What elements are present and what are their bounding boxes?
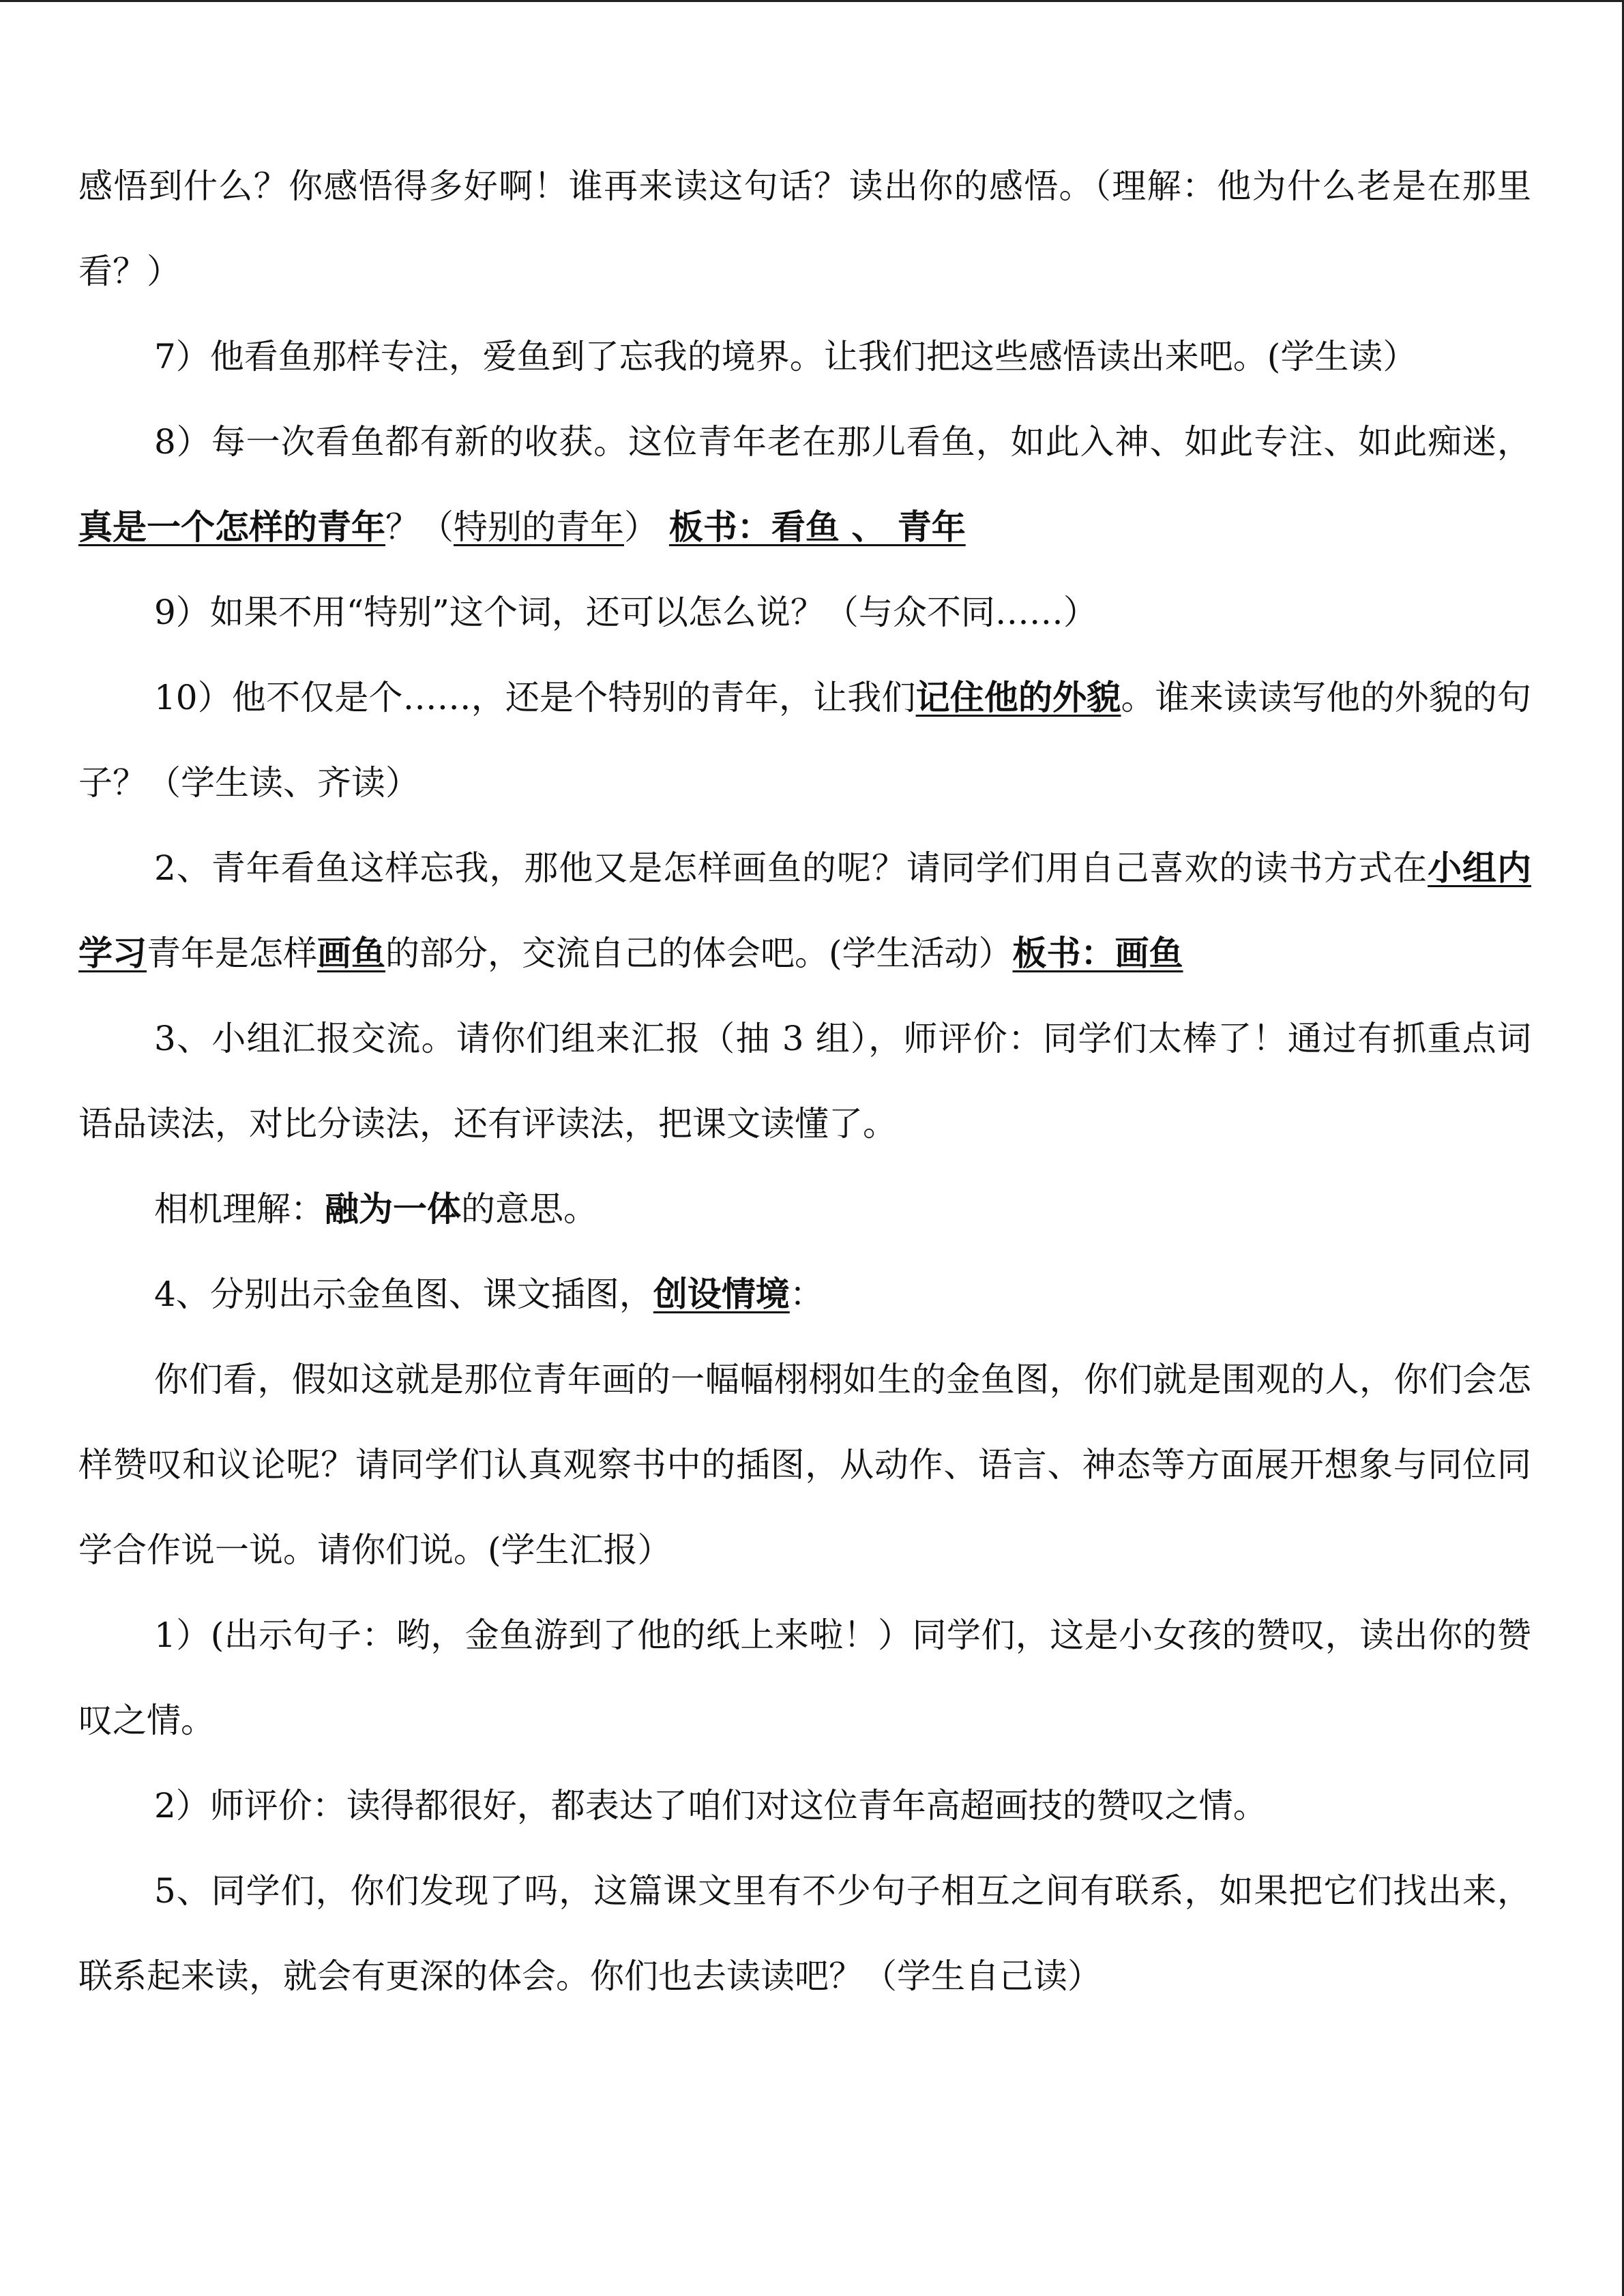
emphasis-question: 真是一个怎样的青年 [78, 507, 385, 547]
text-run: 你们看，假如这就是那位青年画的一幅幅栩栩如生的金鱼图，你们就是围观的人，你们会怎样赞叹和议论呢？请同学们认真观察书中的插图，从动作、语言、神态等方面展开想象与同位同学合作说一说。请你们说。(学生汇报） [78, 1360, 1531, 1570]
emphasis-phrase: 画鱼 [317, 934, 385, 973]
text-run: 青年是怎样 [147, 934, 317, 973]
text-run: 的部分，交流自己的体会吧。(学生活动） [385, 934, 1013, 973]
text-run: 8）每一次看鱼都有新的收获。这位青年老在那儿看鱼，如此入神、如此专注、如此痴迷， [154, 422, 1531, 462]
paragraph [78, 655, 1531, 826]
paragraph [78, 1763, 1531, 1849]
paragraph [78, 1593, 1531, 1763]
paragraph [78, 1252, 1531, 1337]
page-border-top [0, 0, 1624, 2]
text-run: 1）(出示句子：哟，金鱼游到了他的纸上来啦！）同学们，这是小女孩的赞叹，读出你的赞叹之情。 [78, 1615, 1531, 1740]
blackboard-note: 板书：看鱼 、 青年 [668, 507, 966, 547]
text-run: 感悟到什么？你感悟得多好啊！谁再来读这句话？读出你的感悟。（理解：他为什么老是在那里看？） [78, 166, 1531, 291]
emphasis-phrase: 小组内学习 [78, 848, 1532, 973]
paragraph [78, 570, 1531, 655]
text-run: ： [789, 1274, 824, 1314]
answer-underlined: 特别的青年 [454, 507, 624, 547]
text-run: ） [624, 507, 669, 547]
paragraph [78, 1337, 1531, 1593]
emphasis-phrase: 融为一体 [325, 1189, 461, 1229]
text-run: 的意思。 [461, 1189, 597, 1229]
paragraph [78, 400, 1531, 570]
text-run: 相机理解： [154, 1189, 325, 1229]
text-run: 2、青年看鱼这样忘我，那他又是怎样画鱼的呢？请同学们用自己喜欢的读书方式在 [154, 848, 1428, 888]
text-run: 7）他看鱼那样专注，爱鱼到了忘我的境界。让我们把这些感悟读出来吧。(学生读） [154, 337, 1417, 376]
blackboard-note: 板书：画鱼 [1012, 934, 1183, 973]
paragraph [78, 996, 1531, 1167]
document-body [78, 144, 1531, 2019]
paragraph [78, 1167, 1531, 1252]
emphasis-phrase: 记住他的外貌 [915, 678, 1121, 717]
paragraph [78, 314, 1531, 400]
text-run: 5、同学们，你们发现了吗，这篇课文里有不少句子相互之间有联系，如果把它们找出来，联系起来读，就会有更深的体会。你们也去读读吧？（学生自己读） [78, 1871, 1531, 1996]
paragraph [78, 144, 1531, 314]
text-run: 4、分别出示金鱼图、课文插图， [154, 1274, 653, 1314]
paragraph [78, 826, 1531, 996]
text-run: 2）师评价：读得都很好，都表达了咱们对这位青年高超画技的赞叹之情。 [154, 1786, 1267, 1825]
paragraph [78, 1849, 1531, 2019]
text-run: 10）他不仅是个……，还是个特别的青年，让我们 [154, 678, 916, 717]
text-run: ？（ [385, 507, 454, 547]
text-run: 9）如果不用“特别”这个词，还可以怎么说？（与众不同……） [154, 593, 1097, 632]
text-run: 3、小组汇报交流。请你们组来汇报（抽 3 组），师评价：同学们太棒了！通过有抓重点词语品读法，对比分读法，还有评读法，把课文读懂了。 [78, 1019, 1531, 1144]
text-run: 。谁来读读写他的外貌的句子？（学生读、齐读） [78, 678, 1532, 803]
emphasis-phrase: 创设情境 [653, 1274, 790, 1314]
